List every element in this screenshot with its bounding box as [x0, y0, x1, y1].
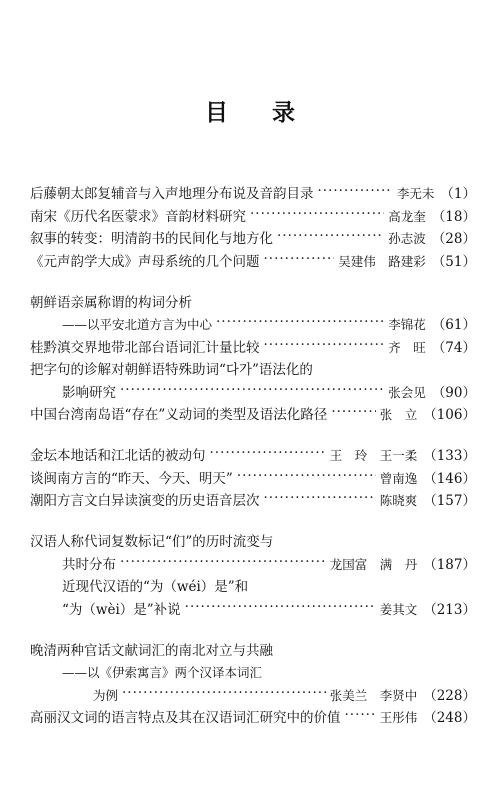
entry-author: 吴建伟 路建彩 [338, 253, 426, 269]
entry-author: 姜其文 [379, 601, 418, 617]
entry-author: 张会见 [388, 384, 426, 400]
entry-page: （61） [431, 317, 476, 333]
entry-page: （228） [423, 687, 476, 704]
dot-leader [264, 487, 376, 510]
toc-entry[interactable] [30, 468, 476, 491]
entry-title: 朝鲜语亲属称谓的构词分析 [30, 294, 192, 311]
page-title [0, 94, 500, 127]
dot-leader [264, 248, 335, 271]
group-spacer [30, 273, 476, 292]
dot-leader [237, 465, 376, 488]
entry-author: 龙国富 满 丹 [329, 556, 418, 572]
toc-entry[interactable] [30, 404, 476, 427]
dot-leader [120, 379, 384, 402]
table-of-contents [30, 183, 476, 730]
toc-entry[interactable] [30, 640, 476, 708]
entry-author: 陈晓爽 [379, 493, 418, 508]
entry-title: 金坛本地话和江北话的被动句 [30, 448, 206, 464]
entry-title: 叙事的转变：明清韵书的民间化与地方化 [30, 231, 273, 247]
entry-title: 近现代汉语的“为（wéi）是”和 [62, 579, 249, 595]
entry-page: （248） [423, 710, 476, 726]
entry-title: 把字句的诊解对朝鲜语特殊助词“다가”语法化的 [30, 362, 313, 378]
toc-entry[interactable] [30, 490, 476, 513]
entry-title: 高丽汉文词的语言特点及其在汉语词汇研究中的价值 [30, 710, 341, 726]
toc-entry[interactable] [30, 576, 476, 621]
dot-leader [277, 225, 384, 248]
title-char-1: 目 [205, 99, 228, 126]
toc-entry[interactable] [30, 228, 476, 251]
toc-entry[interactable] [30, 337, 476, 360]
dot-leader [122, 682, 326, 705]
dot-leader [331, 401, 375, 424]
entry-author: 孙志波 [388, 231, 426, 246]
entry-author: 曾南逸 [379, 470, 418, 486]
entry-page: （213） [423, 601, 476, 618]
entry-page: （90） [431, 384, 476, 401]
toc-entry[interactable] [30, 359, 476, 404]
toc-entry[interactable] [30, 292, 476, 337]
entry-page: （133） [423, 448, 476, 464]
entry-title: 桂黔滇交界地带北部台语词汇计量比较 [30, 339, 260, 356]
entry-title: 后藤朝太郎复辅音与入声地理分布说及音韵目录 [30, 186, 314, 202]
entry-page: （146） [423, 470, 476, 487]
entry-subtitle: ——以平安北道方言为中心 [62, 317, 213, 332]
entry-page: （74） [431, 339, 476, 356]
entry-author: 张美兰 李贤中 [329, 687, 418, 703]
entry-title: 南宋《历代名医蒙求》音韵材料研究 [30, 208, 246, 225]
entry-page: （106） [423, 407, 476, 423]
entry-title-continued: “为（wèi）是”补说 [62, 601, 181, 618]
dot-leader [250, 203, 384, 226]
entry-author: 李锦花 [388, 317, 426, 332]
dot-leader [210, 442, 326, 465]
dot-leader [318, 180, 393, 203]
entry-subtitle-continued: 为例 [93, 687, 119, 703]
entry-page: （187） [423, 556, 476, 573]
entry-author: 张 立 [379, 407, 418, 422]
group-spacer [30, 621, 476, 640]
entry-title: 潮阳方言文白异读演变的历史语音层次 [30, 493, 260, 509]
entry-author: 李无未 [396, 186, 435, 201]
toc-entry[interactable] [30, 251, 476, 274]
entry-page: （28） [431, 231, 476, 247]
dot-leader [264, 334, 385, 357]
entry-author: 王 玲 王一柔 [329, 448, 418, 463]
entry-author: 王彤伟 [379, 710, 418, 725]
entry-page: （1） [440, 186, 476, 202]
dot-leader [120, 551, 326, 574]
toc-entry[interactable] [30, 206, 476, 229]
dot-leader [216, 311, 384, 334]
entry-title: 中国台湾南岛语“存在”义动词的类型及语法化路径 [30, 407, 328, 423]
entry-title: 《元声韵学大成》声母系统的几个问题 [30, 253, 260, 270]
entry-page: （18） [431, 208, 476, 225]
entry-page: （51） [431, 253, 476, 270]
entry-title: 晚清两种官话文献词汇的南北对立与共融 [30, 642, 273, 659]
entry-title-continued: 影响研究 [62, 384, 116, 401]
entry-title: 谈闽南方言的“昨天、今天、明天” [30, 470, 233, 487]
entry-page: （157） [423, 493, 476, 509]
entry-author: 高龙奎 [388, 208, 426, 224]
entry-author: 齐 旺 [388, 339, 426, 355]
entry-title: 汉语人称代词复数标记“们”的历时流变与 [30, 534, 274, 550]
toc-entry[interactable] [30, 531, 476, 576]
dot-leader [185, 596, 376, 619]
entry-title-continued: 共时分布 [62, 556, 116, 573]
group-spacer [30, 513, 476, 532]
entry-subtitle: ——以《伊索寓言》两个汉译本词汇 [62, 665, 263, 680]
toc-entry[interactable] [30, 707, 476, 730]
dot-leader [345, 704, 376, 727]
title-char-2: 录 [272, 99, 295, 126]
